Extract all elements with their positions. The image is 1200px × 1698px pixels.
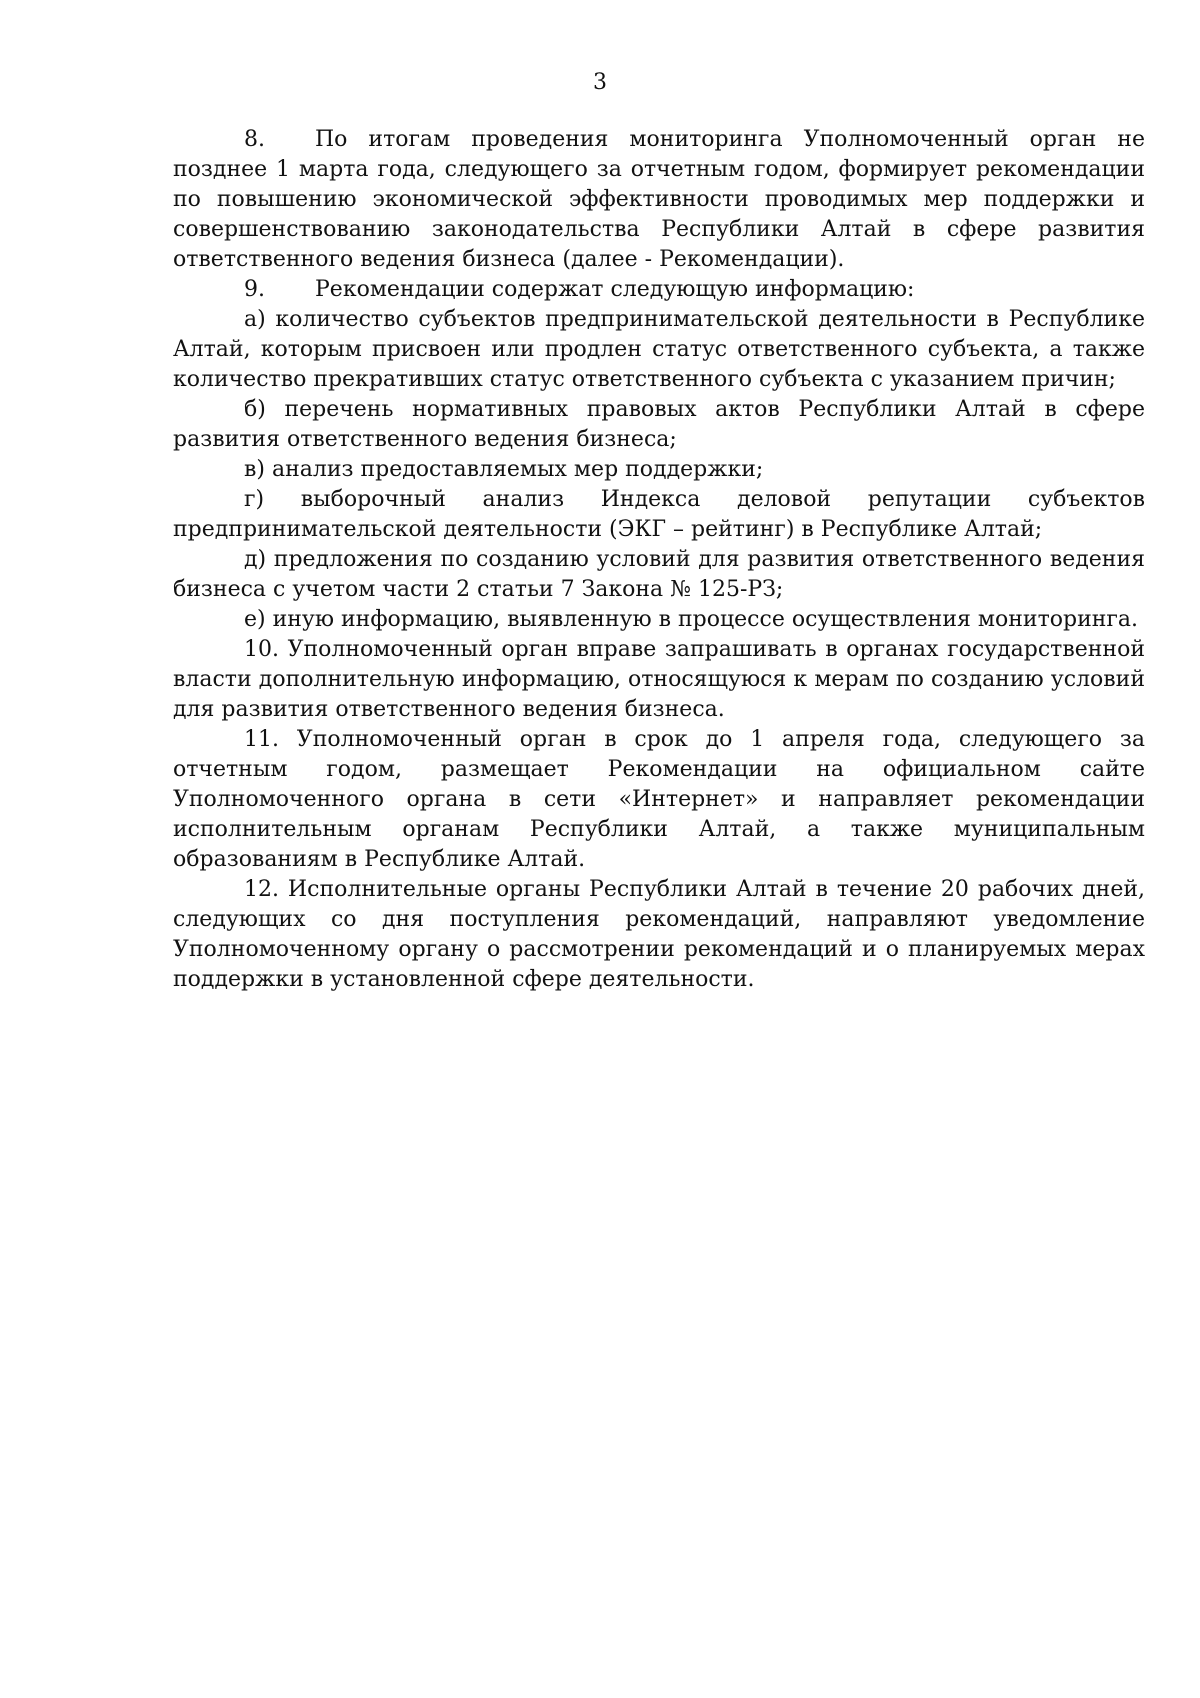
list-item-g: г) выборочный анализ Индекса деловой репутации субъектов предпринимательской деятельности (ЭКГ – рейтинг) в Республике Алтай;	[173, 487, 1145, 542]
page-number: 3	[593, 70, 607, 95]
paragraph-12: 12. Исполнительные органы Республики Алтай в течение 20 рабочих дней, следующих со дня поступления рекомендаций, направляют уведомление Уполномоченному органу о рассмотрении рекомендаций и о планируемых мерах поддержки в установленной сфере деятельности.	[173, 877, 1145, 992]
list-item-d: д) предложения по созданию условий для развития ответственного ведения бизнеса с учетом части 2 статьи 7 Закона № 125-РЗ;	[173, 547, 1145, 602]
paragraph-number: 9.	[244, 277, 265, 302]
list-item-b: б) перечень нормативных правовых актов Республики Алтай в сфере развития ответственного ведения бизнеса;	[173, 397, 1145, 452]
paragraph-9	[173, 275, 1145, 305]
document-body	[173, 125, 1145, 995]
list-item-e: е) иную информацию, выявленную в процессе осуществления мониторинга.	[244, 607, 1139, 632]
list-item-a: а) количество субъектов предпринимательской деятельности в Республике Алтай, которым присвоен или продлен статус ответственного субъекта, а также количество прекративших статус ответственного субъекта с указанием причин;	[173, 307, 1145, 392]
paragraph-text: Рекомендации содержат следующую информацию:	[315, 277, 915, 302]
paragraph-8	[173, 125, 1145, 275]
paragraph-10: 10. Уполномоченный орган вправе запрашивать в органах государственной власти дополнительную информацию, относящуюся к мерам по созданию условий для развития ответственного ведения бизнеса.	[173, 637, 1145, 722]
paragraph-text: По итогам проведения мониторинга Уполномоченный орган не позднее 1 марта года, следующего за отчетным годом, формирует рекомендации по повышению экономической эффективности проводимых мер поддержки и совершенствованию законодательства Республики Алтай в сфере развития ответственного ведения бизнеса (далее - Рекомендации).	[173, 127, 1145, 272]
paragraph-11: 11. Уполномоченный орган в срок до 1 апреля года, следующего за отчетным годом, размещает Рекомендации на официальном сайте Уполномоченного органа в сети «Интернет» и направляет рекомендации исполнительным органам Республики Алтай, а также муниципальным образованиям в Республике Алтай.	[173, 727, 1145, 872]
list-item-v: в) анализ предоставляемых мер поддержки;	[244, 457, 764, 482]
paragraph-number: 8.	[244, 127, 265, 152]
